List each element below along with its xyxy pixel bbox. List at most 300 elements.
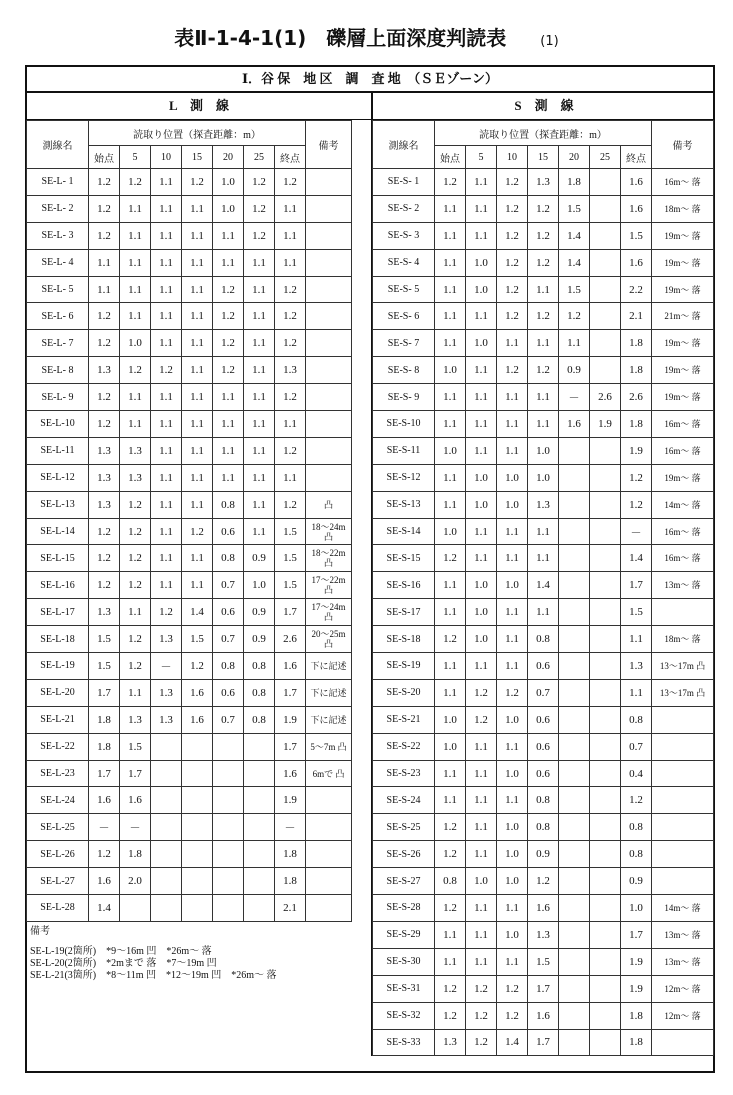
- depth-value-cell: 1.1: [151, 169, 182, 196]
- line-name-cell: SE-S-30: [373, 948, 435, 975]
- depth-value-cell: 1.1: [275, 464, 306, 491]
- remark-cell: [652, 733, 714, 760]
- depth-value-cell: 1.2: [497, 169, 528, 196]
- depth-value-cell: 1.2: [120, 518, 151, 545]
- table-row: [27, 357, 352, 384]
- depth-value-cell: 1.8: [559, 169, 590, 196]
- depth-value-cell: 1.1: [497, 653, 528, 680]
- depth-value-cell: 1.1: [497, 518, 528, 545]
- depth-value-cell: 1.2: [120, 572, 151, 599]
- depth-value-cell: 1.3: [151, 679, 182, 706]
- depth-value-cell: 1.1: [151, 437, 182, 464]
- depth-value-cell: 1.0: [497, 706, 528, 733]
- line-name-cell: SE-S-22: [373, 733, 435, 760]
- depth-value-cell: [213, 841, 244, 868]
- depth-value-cell: 1.3: [528, 169, 559, 196]
- depth-value-cell: [182, 868, 213, 895]
- line-name-cell: SE-S-16: [373, 572, 435, 599]
- line-name-cell: SE-L-19: [27, 653, 89, 680]
- depth-value-cell: 1.0: [435, 518, 466, 545]
- depth-value-cell: 1.0: [497, 868, 528, 895]
- remark-cell: 19m～ 落: [652, 249, 714, 276]
- depth-value-cell: 1.1: [120, 195, 151, 222]
- depth-value-cell: 1.1: [466, 195, 497, 222]
- depth-value-cell: 1.2: [275, 330, 306, 357]
- depth-value-cell: 1.9: [621, 975, 652, 1002]
- depth-value-cell: 1.1: [151, 303, 182, 330]
- depth-value-cell: 0.8: [621, 841, 652, 868]
- legend-title: 備考: [30, 926, 50, 937]
- depth-value-cell: 1.2: [275, 169, 306, 196]
- depth-value-cell: [151, 868, 182, 895]
- depth-value-cell: [590, 868, 621, 895]
- depth-value-cell: 1.3: [89, 599, 120, 626]
- depth-value-cell: 1.2: [213, 303, 244, 330]
- col-header: 25: [590, 146, 621, 169]
- line-name-cell: SE-S-13: [373, 491, 435, 518]
- page-title: 表Ⅱ-1-4-1(1) 礫層上面深度判読表 (1): [174, 26, 559, 50]
- depth-value-cell: 1.2: [275, 384, 306, 411]
- depth-value-cell: 1.1: [151, 330, 182, 357]
- table-row: [373, 545, 714, 572]
- depth-value-cell: 1.2: [275, 491, 306, 518]
- depth-value-cell: [213, 733, 244, 760]
- depth-value-cell: 1.7: [528, 975, 559, 1002]
- depth-value-cell: 1.2: [466, 679, 497, 706]
- depth-value-cell: [559, 679, 590, 706]
- depth-value-cell: 1.2: [466, 1029, 497, 1056]
- depth-value-cell: [590, 948, 621, 975]
- depth-value-cell: 0.8: [244, 679, 275, 706]
- depth-value-cell: 1.6: [275, 653, 306, 680]
- col-reading-header: 読取り位置（探査距離：m）: [435, 121, 652, 146]
- depth-value-cell: 1.2: [89, 411, 120, 438]
- depth-value-cell: 1.1: [497, 384, 528, 411]
- area-header: Ⅰ．谷 保 地 区 調 査 地 （ＳＥゾーン）: [27, 67, 713, 93]
- line-name-cell: SE-L-14: [27, 518, 89, 545]
- remark-cell: 16m～ 落: [652, 545, 714, 572]
- remark-cell: [652, 787, 714, 814]
- depth-value-cell: 0.7: [213, 626, 244, 653]
- depth-value-cell: 1.2: [528, 303, 559, 330]
- depth-value-cell: 1.6: [621, 195, 652, 222]
- table-row: [373, 518, 714, 545]
- depth-value-cell: 1.1: [275, 411, 306, 438]
- remark-cell: 13～17m 凸: [652, 679, 714, 706]
- table-row: [27, 330, 352, 357]
- depth-value-cell: 0.7: [528, 679, 559, 706]
- depth-value-cell: [559, 437, 590, 464]
- depth-value-cell: 1.2: [89, 384, 120, 411]
- depth-value-cell: [590, 921, 621, 948]
- depth-value-cell: 1.8: [89, 706, 120, 733]
- depth-value-cell: 0.7: [213, 572, 244, 599]
- line-name-cell: SE-S-18: [373, 626, 435, 653]
- depth-value-cell: 1.8: [621, 330, 652, 357]
- remark-cell: 下に記述: [306, 679, 352, 706]
- depth-value-cell: 1.1: [528, 411, 559, 438]
- depth-value-cell: 1.0: [466, 249, 497, 276]
- line-name-cell: SE-S-24: [373, 787, 435, 814]
- l-line-table: [26, 120, 352, 922]
- depth-value-cell: [213, 787, 244, 814]
- depth-value-cell: [244, 814, 275, 841]
- remark-cell: [306, 814, 352, 841]
- table-row: [373, 330, 714, 357]
- depth-value-cell: 1.0: [497, 841, 528, 868]
- table-row: [27, 679, 352, 706]
- depth-value-cell: 1.1: [213, 411, 244, 438]
- depth-value-cell: 1.2: [497, 1002, 528, 1029]
- depth-value-cell: [590, 545, 621, 572]
- depth-value-cell: 0.8: [213, 545, 244, 572]
- depth-value-cell: 1.1: [528, 384, 559, 411]
- depth-value-cell: 1.1: [466, 357, 497, 384]
- depth-value-cell: [151, 787, 182, 814]
- depth-value-cell: 1.1: [244, 464, 275, 491]
- depth-value-cell: 1.2: [182, 169, 213, 196]
- depth-value-cell: 1.1: [528, 599, 559, 626]
- depth-value-cell: 1.2: [435, 895, 466, 922]
- depth-value-cell: [151, 814, 182, 841]
- depth-value-cell: 1.1: [559, 330, 590, 357]
- depth-value-cell: [590, 653, 621, 680]
- table-row: [373, 733, 714, 760]
- depth-value-cell: 1.7: [275, 679, 306, 706]
- table-row: [373, 195, 714, 222]
- depth-value-cell: 1.1: [466, 384, 497, 411]
- depth-value-cell: 1.2: [466, 975, 497, 1002]
- depth-value-cell: 1.1: [466, 760, 497, 787]
- table-row: [373, 841, 714, 868]
- depth-value-cell: 1.2: [528, 249, 559, 276]
- depth-value-cell: 1.2: [89, 303, 120, 330]
- depth-value-cell: 1.0: [120, 330, 151, 357]
- depth-value-cell: 1.3: [89, 464, 120, 491]
- depth-value-cell: [151, 841, 182, 868]
- table-row: [27, 733, 352, 760]
- depth-value-cell: 1.8: [120, 841, 151, 868]
- remark-cell: [306, 384, 352, 411]
- depth-value-cell: 1.1: [435, 195, 466, 222]
- depth-value-cell: 1.2: [213, 276, 244, 303]
- depth-value-cell: 1.0: [497, 760, 528, 787]
- depth-value-cell: 0.4: [621, 760, 652, 787]
- remark-cell: 19m～ 落: [652, 464, 714, 491]
- depth-value-cell: 1.1: [435, 787, 466, 814]
- depth-value-cell: [590, 222, 621, 249]
- depth-value-cell: [590, 733, 621, 760]
- table-row: [27, 411, 352, 438]
- depth-value-cell: 1.5: [621, 599, 652, 626]
- depth-value-cell: 1.2: [89, 330, 120, 357]
- depth-value-cell: 1.1: [151, 249, 182, 276]
- col-name-header: 測線名: [27, 121, 89, 169]
- depth-value-cell: [590, 895, 621, 922]
- depth-value-cell: 1.1: [466, 303, 497, 330]
- depth-value-cell: [590, 841, 621, 868]
- table-row: [373, 384, 714, 411]
- depth-value-cell: 1.2: [435, 169, 466, 196]
- depth-value-cell: 1.1: [182, 437, 213, 464]
- depth-value-cell: 1.8: [89, 733, 120, 760]
- depth-value-cell: 1.3: [528, 921, 559, 948]
- depth-value-cell: 1.1: [435, 249, 466, 276]
- line-name-cell: SE-L-12: [27, 464, 89, 491]
- depth-value-cell: [590, 464, 621, 491]
- depth-value-cell: [590, 814, 621, 841]
- depth-value-cell: 1.2: [213, 357, 244, 384]
- depth-value-cell: 1.1: [151, 384, 182, 411]
- col-remark-header: 備考: [652, 121, 714, 169]
- depth-value-cell: [559, 626, 590, 653]
- line-name-cell: SE-S-20: [373, 679, 435, 706]
- remark-cell: 20～25m 凸: [306, 626, 352, 653]
- depth-value-cell: 1.5: [559, 195, 590, 222]
- depth-value-cell: 1.1: [120, 679, 151, 706]
- depth-value-cell: 1.1: [244, 330, 275, 357]
- depth-value-cell: 1.1: [466, 733, 497, 760]
- line-name-cell: SE-S-32: [373, 1002, 435, 1029]
- depth-value-cell: 1.5: [120, 733, 151, 760]
- remark-cell: [306, 411, 352, 438]
- remark-cell: [306, 357, 352, 384]
- depth-value-cell: 1.1: [151, 222, 182, 249]
- s-line-table: [372, 120, 714, 1056]
- line-name-cell: SE-L-13: [27, 491, 89, 518]
- depth-value-cell: 0.6: [213, 599, 244, 626]
- line-name-cell: SE-L- 3: [27, 222, 89, 249]
- remark-cell: 凸: [306, 491, 352, 518]
- depth-value-cell: 1.5: [89, 626, 120, 653]
- table-row: [373, 464, 714, 491]
- depth-value-cell: 1.1: [435, 653, 466, 680]
- depth-value-cell: 1.2: [497, 357, 528, 384]
- remark-cell: 14m～ 落: [652, 895, 714, 922]
- depth-value-cell: －: [89, 814, 120, 841]
- col-header: 25: [244, 146, 275, 169]
- depth-value-cell: [590, 169, 621, 196]
- line-name-cell: SE-L-23: [27, 760, 89, 787]
- depth-value-cell: 1.2: [275, 437, 306, 464]
- depth-value-cell: 1.0: [213, 195, 244, 222]
- line-name-cell: SE-L-17: [27, 599, 89, 626]
- depth-value-cell: 1.1: [120, 411, 151, 438]
- table-row: [373, 276, 714, 303]
- depth-value-cell: 1.1: [182, 330, 213, 357]
- depth-value-cell: 1.1: [120, 276, 151, 303]
- depth-value-cell: [590, 1002, 621, 1029]
- depth-value-cell: [590, 626, 621, 653]
- depth-value-cell: 1.0: [466, 868, 497, 895]
- col-header: 15: [182, 146, 213, 169]
- table-row: [373, 975, 714, 1002]
- table-row: [373, 572, 714, 599]
- depth-value-cell: 1.2: [89, 841, 120, 868]
- depth-value-cell: [559, 787, 590, 814]
- depth-value-cell: 1.7: [621, 921, 652, 948]
- depth-value-cell: 1.5: [621, 222, 652, 249]
- depth-value-cell: 1.1: [435, 491, 466, 518]
- line-name-cell: SE-S- 8: [373, 357, 435, 384]
- depth-value-cell: 1.1: [621, 679, 652, 706]
- depth-value-cell: 1.2: [275, 303, 306, 330]
- remark-cell: 19m～ 落: [652, 384, 714, 411]
- depth-value-cell: 1.2: [151, 357, 182, 384]
- depth-value-cell: 1.1: [151, 411, 182, 438]
- table-row: [27, 841, 352, 868]
- table-row: [27, 706, 352, 733]
- depth-value-cell: 1.1: [435, 276, 466, 303]
- depth-value-cell: 1.3: [89, 491, 120, 518]
- remark-cell: 18～22m 凸: [306, 545, 352, 572]
- depth-value-cell: [590, 195, 621, 222]
- table-row: [27, 760, 352, 787]
- depth-value-cell: 1.2: [621, 787, 652, 814]
- depth-value-cell: [213, 760, 244, 787]
- table-row: [27, 868, 352, 895]
- depth-value-cell: 0.9: [244, 545, 275, 572]
- depth-value-cell: [559, 464, 590, 491]
- depth-value-cell: 1.3: [151, 626, 182, 653]
- depth-value-cell: 1.0: [466, 330, 497, 357]
- depth-value-cell: 1.5: [89, 653, 120, 680]
- depth-value-cell: 2.1: [621, 303, 652, 330]
- depth-value-cell: 1.2: [528, 868, 559, 895]
- depth-value-cell: 1.2: [497, 679, 528, 706]
- depth-value-cell: 1.4: [497, 1029, 528, 1056]
- depth-value-cell: 1.2: [89, 545, 120, 572]
- depth-value-cell: 0.8: [621, 814, 652, 841]
- depth-value-cell: [590, 357, 621, 384]
- depth-value-cell: [559, 572, 590, 599]
- depth-value-cell: 0.9: [559, 357, 590, 384]
- depth-value-cell: 1.1: [89, 249, 120, 276]
- depth-value-cell: [559, 814, 590, 841]
- depth-value-cell: 1.0: [528, 437, 559, 464]
- depth-value-cell: 1.0: [528, 464, 559, 491]
- depth-value-cell: [559, 545, 590, 572]
- depth-value-cell: 1.0: [497, 921, 528, 948]
- depth-value-cell: 0.8: [213, 653, 244, 680]
- depth-value-cell: 1.2: [89, 222, 120, 249]
- line-name-cell: SE-L- 1: [27, 169, 89, 196]
- depth-value-cell: 1.8: [621, 1029, 652, 1056]
- depth-value-cell: 1.2: [89, 572, 120, 599]
- legend-line: SE-L-21(3箇所) *8～11m 凹 *12～19m 凹 *26m～ 落: [30, 970, 277, 981]
- depth-value-cell: [244, 868, 275, 895]
- remark-cell: [306, 276, 352, 303]
- table-row: [373, 921, 714, 948]
- table-row: [27, 303, 352, 330]
- depth-value-cell: 1.0: [466, 572, 497, 599]
- depth-value-cell: 1.0: [497, 572, 528, 599]
- depth-value-cell: [559, 733, 590, 760]
- depth-value-cell: 1.6: [621, 169, 652, 196]
- depth-value-cell: 1.7: [621, 572, 652, 599]
- remark-cell: 下に記述: [306, 706, 352, 733]
- depth-value-cell: 1.0: [466, 599, 497, 626]
- depth-value-cell: 1.2: [621, 491, 652, 518]
- table-row: [373, 868, 714, 895]
- depth-value-cell: 1.2: [89, 518, 120, 545]
- col-header: 5: [466, 146, 497, 169]
- depth-value-cell: 1.0: [466, 491, 497, 518]
- depth-value-cell: 1.1: [120, 303, 151, 330]
- table-row: [27, 195, 352, 222]
- depth-value-cell: 1.6: [528, 1002, 559, 1029]
- remark-cell: [306, 169, 352, 196]
- table-row: [373, 679, 714, 706]
- line-name-cell: SE-S-19: [373, 653, 435, 680]
- depth-value-cell: 0.6: [528, 733, 559, 760]
- depth-value-cell: 1.7: [120, 760, 151, 787]
- remark-cell: 14m～ 落: [652, 491, 714, 518]
- line-name-cell: SE-L-18: [27, 626, 89, 653]
- depth-value-cell: 1.6: [89, 787, 120, 814]
- depth-value-cell: 1.8: [275, 841, 306, 868]
- col-header: 終点: [621, 146, 652, 169]
- depth-value-cell: 1.1: [244, 437, 275, 464]
- col-header: 15: [528, 146, 559, 169]
- depth-value-cell: 1.1: [435, 222, 466, 249]
- depth-value-cell: 1.1: [244, 249, 275, 276]
- remark-cell: [306, 787, 352, 814]
- depth-value-cell: [590, 518, 621, 545]
- table-row: [373, 653, 714, 680]
- line-name-cell: SE-L- 6: [27, 303, 89, 330]
- depth-value-cell: [590, 599, 621, 626]
- table-row: [27, 384, 352, 411]
- depth-value-cell: 1.2: [497, 276, 528, 303]
- remark-cell: 5～7m 凸: [306, 733, 352, 760]
- table-row: [27, 222, 352, 249]
- remark-cell: [306, 303, 352, 330]
- page-number: (1): [540, 34, 559, 49]
- l-line-title: L 測 線: [27, 93, 371, 120]
- depth-value-cell: 1.1: [466, 895, 497, 922]
- depth-value-cell: 1.3: [89, 357, 120, 384]
- col-header: 終点: [275, 146, 306, 169]
- remark-cell: [306, 868, 352, 895]
- depth-value-cell: 0.6: [528, 760, 559, 787]
- remark-cell: [652, 868, 714, 895]
- line-name-cell: SE-L-27: [27, 868, 89, 895]
- table-row: [373, 895, 714, 922]
- depth-value-cell: 1.5: [528, 948, 559, 975]
- depth-value-cell: 1.0: [435, 437, 466, 464]
- line-name-cell: SE-S-10: [373, 411, 435, 438]
- depth-value-cell: 1.1: [275, 249, 306, 276]
- depth-value-cell: －: [275, 814, 306, 841]
- line-name-cell: SE-L- 7: [27, 330, 89, 357]
- depth-value-cell: 1.1: [244, 357, 275, 384]
- remark-cell: [652, 599, 714, 626]
- line-name-cell: SE-L- 4: [27, 249, 89, 276]
- depth-value-cell: 1.1: [497, 437, 528, 464]
- depth-value-cell: 1.4: [559, 249, 590, 276]
- depth-value-cell: 1.8: [621, 357, 652, 384]
- depth-value-cell: 1.2: [497, 303, 528, 330]
- depth-value-cell: 0.6: [528, 706, 559, 733]
- table-row: [27, 572, 352, 599]
- depth-value-cell: 1.0: [466, 626, 497, 653]
- table-row: [27, 814, 352, 841]
- remark-cell: 19m～ 落: [652, 330, 714, 357]
- depth-value-cell: 0.9: [244, 599, 275, 626]
- depth-value-cell: 1.4: [621, 545, 652, 572]
- remark-cell: 16m～ 落: [652, 437, 714, 464]
